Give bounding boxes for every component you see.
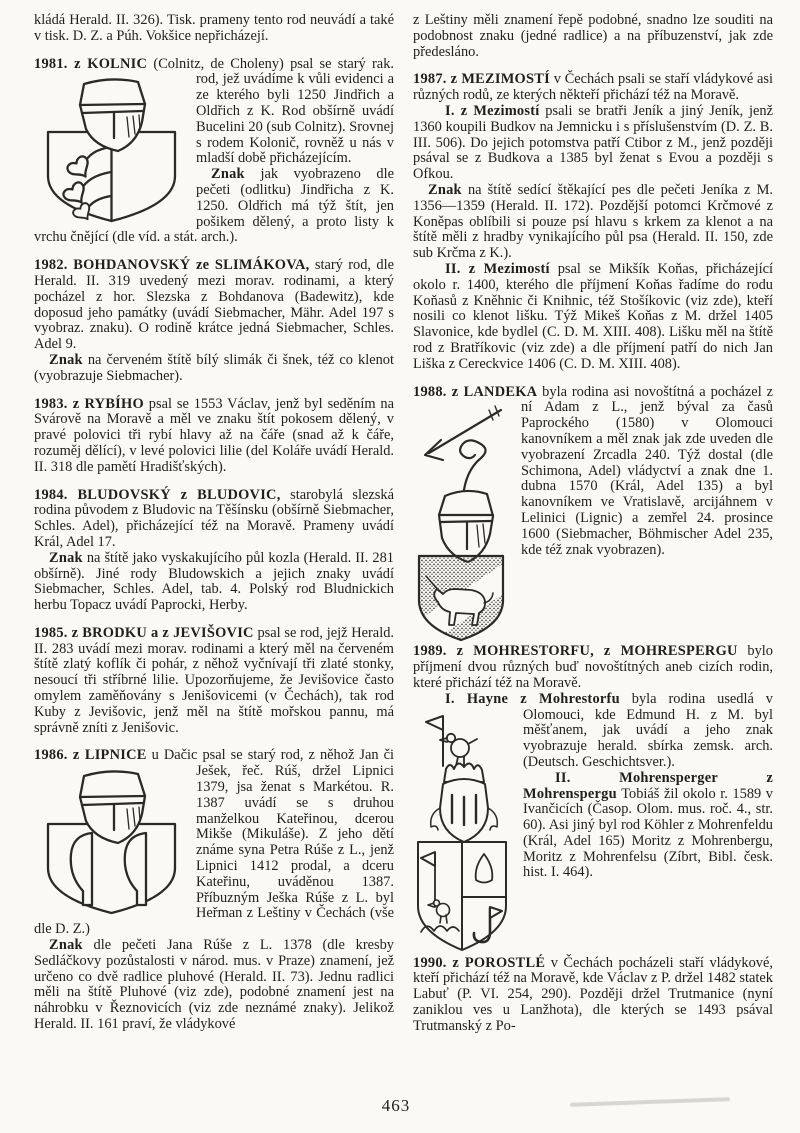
text-run: byla rodina asi novoštítná a [537, 383, 711, 400]
bold-run: II. Mohrensperger z Mohrenspergu [523, 769, 773, 802]
text-run: starobylá slezská rodina původem z Bludovic na Těšínsku (obšírně Siebmacher, Schles. Adel), přicházející též na Moravě. Prameny uvádí Král, Adel 17. [34, 486, 394, 550]
bold-run: I. z Mezimostí [445, 102, 540, 119]
text-run: v Čechách pocházeli staří vládykové, kteří přichází též na Moravě, kde Václav z P. držel 1482 statek Labuť (P. VI. 254, 290). Později držel Trutmanice (nyní zaniklou ves u Lanžhota), dle kterých se 1493 psával Trutmanský z Po- [413, 954, 773, 1034]
paragraph [34, 397, 394, 476]
landeka-coat-of-arms-figure [413, 403, 509, 641]
paragraph [413, 956, 773, 1035]
page-number: 463 [381, 1096, 411, 1115]
text-run: dle pečeti Jana Rúše z L. 1378 (dle kresby Sedláčkovy pozůstalosti v národ. mus. v Praze) znamení, jež určeno co dvě radlice pluhové (Herald. II. 73). Jednu radlici měli na štítě Pluhové (viz zde), podobné znamení jest na náhrobku v Řeznovicích (viz zde neznámé znaky). Jelikož Herald. II. 161 praví, že vládykové [34, 937, 394, 1033]
entry-1990-z-porostle [413, 956, 773, 1035]
text-run: z Leštiny měli znamení řepě podobné, snadno lze souditi na podobnost znaku (jedné radlice) a na příbuzenství, jak zde předesláno. [413, 12, 773, 60]
text-run: pocházel z ní Adam z L., jenž býval za časů Paprockého (1580) v Olomouci kanovníkem a měl znak jak zde uveden dle vyobrazení Zrcadla 240. Týž dostal (dle Schimona, Adel) vládyctví a znak dne 1. dubna 1570 (Král, Adel 135) a byl kanovníkem ve Vratislavě, arcijáhnem v Lelinici (Lignic) a zemřel 24. prosince 1600 (Siebmacher, Böhmischer Adel 235, kde též znak vyobrazen). [521, 383, 773, 558]
landeka-arms-drawing [413, 403, 509, 641]
text-run: v Olomouci, kde Edmund H. z M. byl měšťanem, jak uvádí a jeho znak vyobrazuje herald. sbírka zemsk. arch. (Deutsch. Geschichtsver.). [523, 690, 773, 770]
text-run: byla rodina usedlá [619, 690, 766, 707]
bold-run: 1981. z KOLNIC [34, 55, 148, 72]
continuation-from-previous-page [34, 13, 394, 45]
left-column [34, 13, 394, 1035]
text-run: Tobiáš žil okolo r. 1589 v Ivančicích (Časop. Olom. mus. roč. 4., str. 60). Asi jiný byl rod Köhler z Mohrenfeldu (Král, Adel 165) Moritz z Mohrenbergu, Moritz z Mohrenfelsu (Zíbrt, Bibl. česk. hist. I. 464). [523, 785, 773, 881]
bold-run: Znak [49, 937, 83, 954]
entry-1988-z-landeka [413, 385, 773, 559]
paragraph [34, 626, 394, 737]
mohrestorfu-coat-of-arms-figure [413, 711, 511, 953]
paragraph [34, 488, 394, 551]
bold-run: 1982. BOHDANOVSKÝ ze SLIMÁKOVA, [34, 257, 310, 274]
text-run: kládá Herald. II. 326). Tisk. prameny tento rod neuvádí a také v tisk. D. Z. a Púh. Vokšice nepřicházejí. [34, 12, 394, 44]
text-run: (Colnitz, de Choleny) psal se [147, 55, 338, 72]
paragraph [34, 57, 394, 168]
bold-run: 1988. z LANDEKA [413, 383, 538, 400]
paragraph [413, 692, 773, 771]
text-run: starý rak. rod, jež uvádíme k vůli evidenci a ze kterého byli 1250 Jindřich a Oldřich z K. Rod obšírně uvádí Bucelini 20 (sub Colnitz). Srovnej s rodem Kolonič, rovněž u nás v mladší době přicházejícím. [196, 55, 394, 167]
text-run: psal se 1553 Václav, jenž byl seděním na Svárově na Moravě a měl ve znaku štít pokosem dělený, v pravé polovici tři rybí hlavy až na čáře (snad až k čáře, rozuměj dělící), v levé polovici lilie (del Koláře uvádí Herald. II. 318 dle pamětí Hradišťských). [34, 395, 394, 475]
bold-run: 1986. z LIPNICE [34, 747, 147, 764]
paragraph [413, 385, 773, 559]
barred-helm [431, 779, 498, 842]
bold-run: Znak [49, 549, 83, 566]
entry-1986-z-lipnice [34, 748, 394, 1032]
bold-run: I. Hayne z Mohrestorfu [445, 690, 620, 707]
paragraph [413, 72, 773, 104]
lipnice-arms-drawing [34, 767, 184, 915]
paragraph [34, 258, 394, 353]
entry-1982-bohdanovsky-ze-slimakova [34, 258, 394, 384]
paragraph [413, 183, 773, 262]
continuation-of-1986 [413, 13, 773, 60]
kolnic-arms-drawing [34, 75, 184, 223]
paragraph [413, 13, 773, 60]
entry-1981-z-kolnic [34, 57, 394, 247]
paragraph [34, 938, 394, 1033]
crest-arm-with-spear [425, 406, 501, 498]
paragraph [34, 551, 394, 614]
entry-1983-z-rybiho [34, 397, 394, 476]
entry-1984-bludovsky-z-bludovic [34, 488, 394, 614]
crest-bird-with-banner [426, 716, 477, 766]
right-column [413, 13, 773, 1035]
paragraph [34, 13, 394, 45]
text-run: psali se bratři Jeník a jiný Jeník, jenž 1360 koupili Budkov na Jemnicku i s příslušenstvím (D. Z. B. III. 506). Do jejich potomstva patří Ctibor z M., jenž později psával se z Budkova a 1385 byl ženat s Evou a později s Ofkou. [413, 102, 773, 183]
paragraph [413, 644, 773, 691]
entry-1987-z-mezimosti [413, 72, 773, 372]
text-run: na štítě sedící štěkající pes dle pečeti Jeníka z M. 1356—1359 (Herald. II. 172). Pozdější potomci Krčmové z Koněpas oblíbili si pouze psí hlavu s krkem za klenot a na štítě měli z hradby vynikajícího půl psa (Herald. II. 150, zde sub Krčma z K.). [413, 181, 773, 262]
text-run: u Dačic psal se starý rod, z něhož [146, 747, 360, 764]
entry-1985-z-brodku-a-z-jevisovic [34, 626, 394, 737]
text-run: v Čechách psali se staří vládykové asi různých rodů, ze kterých někteří přichází též na Moravě. [413, 71, 773, 104]
entry-1989-z-mohrestorfu [413, 644, 773, 881]
kolnic-coat-of-arms-figure [34, 75, 184, 223]
bold-run: 1987. z MEZIMOSTÍ [413, 71, 550, 88]
bold-run: 1990. z POROSTLÉ [413, 954, 546, 971]
great-helm [439, 491, 493, 562]
bold-run: 1984. BLUDOVSKÝ z BLUDOVIC, [34, 486, 281, 503]
text-run: na štítě jako vyskakujícího půl kozla (Herald. II. 281 obšírně). Jiné rody Bludowskich a jejich znaky uvádí Siebmacher, Schles. Adel, tab. 4. Polský rod Bludnickich herbu Topacz uvádí Paprocki, Herby. [34, 549, 394, 614]
bold-run: Znak [49, 351, 83, 368]
text-run: Jan či Ješek, řeč. Rúš, držel Lipnici 1379, jsa ženat s Markétou. R. 1387 uvádí se s druhou manželkou Kateřinou, dcerou Mikše (Mikuláše). Z jeho dětí známe syna Petra Rúše z L., jenž Lipnici 1412 prodal, a dceru Kateřinu, uváděnou 1387. Příbuzným Ješka Rúše z L. byl Heřman z Leštiny v Čechách (vše dle D. Z.) [34, 747, 395, 938]
paragraph [34, 748, 394, 938]
bold-run: 1985. z BRODKU a z JEVIŠOVIC [34, 624, 254, 641]
text-run: na červeném štítě bílý slimák či šnek, též co klenot (vyobrazuje Siebmacher). [34, 351, 394, 384]
mohrestorfu-arms-drawing [413, 711, 511, 953]
paragraph [34, 353, 394, 385]
paragraph [413, 104, 773, 183]
bold-run: 1989. z MOHRESTORFU, z MOHRESPERGU [413, 643, 738, 660]
text-run: jak vyobrazeno dle pečeti (odlitku) Jindřicha z K. 1250. Oldřich má týž štít, jen pošikem dělený, a proto listy k vrchu čnějící (dle víd. a stát. arch.). [34, 166, 394, 246]
text-run: bylo příjmení dvou různých buď novoštítných aneb cizích rodin, které přichází též na Moravě. [413, 643, 773, 691]
bold-run: Znak [428, 181, 462, 198]
text-run: starý rod, dle Herald. II. 319 uvedený mezi morav. rodinami, a který pocházel z hor. Slezska z Bohdanova (Badewitz), kde doposud jeho památky (uvádí Siebmacher, Mähr. Adel 197 s vyobraz. znaku). O rodině krátce jedná Siebmacher, Schles. Adel 9. [34, 257, 394, 353]
bold-run: 1983. z RYBÍHO [34, 395, 144, 412]
bold-run: Znak [211, 166, 245, 183]
lipnice-coat-of-arms-figure [34, 767, 184, 915]
text-run: psal se rod, jejž Herald. II. 283 uvádí mezi morav. rodinami a který měl na červeném štítě zlatý koflík či pohár, z něhož vyčnívají tři zlaté stonky, nesoucí tři stříbrné lilie. Upozorňujeme, že Jevišovice často omylem zaměňovány s Jenišovicemi (v Čechách), tak rod Kuby z Jevišovic, jenž měl na štítě mořskou pannu, má správně zníti z Jenišovic. [34, 624, 394, 736]
bold-run: II. z Mezimostí [445, 260, 550, 277]
text-run: psal se Mikšík Koňas, přicházející okolo r. 1400, kterého dle příjmení Koňas řadíme do rodu Koňasů z Kněhnic či Knihnic, též Stošíkovic (viz zde), kteří nosili co klenot lišku. Týž Mikeš Koňas z M. držel 1405 Slavonice, kde bydlel (C. D. M. XIII. 408). Lišku měl na štítě rod z Bratříkovic (viz zde) a dle příjmení patří do nich Jan Liška z Cereckvice 1406 (C. D. M. XIII. 408). [413, 260, 773, 372]
paragraph [413, 262, 773, 373]
